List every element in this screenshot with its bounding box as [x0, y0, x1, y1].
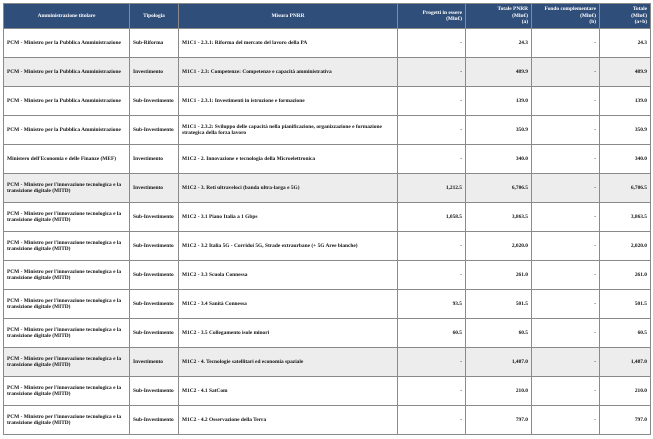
- header-label: Totale PNRR: [497, 6, 528, 13]
- cell-fondo: -: [532, 116, 600, 145]
- cell-fondo: -: [532, 87, 600, 116]
- cell-progetti: 1,058.5: [398, 203, 466, 232]
- table-row: [4, 116, 651, 145]
- table-row: [4, 203, 651, 232]
- cell-progetti: -: [398, 145, 466, 174]
- cell-totale: 1,487.0: [600, 348, 651, 377]
- cell-fondo: -: [532, 29, 600, 58]
- table-row: [4, 261, 651, 290]
- table-row: [4, 406, 651, 435]
- header-label: Fondo complementare: [544, 6, 596, 13]
- table-row: [4, 348, 651, 377]
- header-label: Progetti in essere: [422, 9, 462, 16]
- cell-fondo: -: [532, 290, 600, 319]
- cell-amministrazione: PCM - Ministro per l'innovazione tecnologica e la transizione digitale (MITD): [4, 174, 130, 203]
- cell-amministrazione: PCM - Ministro per l'innovazione tecnologica e la transizione digitale (MITD): [4, 319, 130, 348]
- cell-misura: M1C2 - 4. Tecnologie satellitari ed economia spaziale: [179, 348, 398, 377]
- header-misura: [179, 4, 398, 29]
- cell-misura: M1C2 - 4.2 Osservazione della Terra: [179, 406, 398, 435]
- cell-totale-pnrr: 210.0: [466, 377, 532, 406]
- cell-totale-pnrr: 6,706.5: [466, 174, 532, 203]
- cell-tipologia: Investimento: [130, 58, 179, 87]
- cell-progetti: -: [398, 377, 466, 406]
- cell-amministrazione: PCM - Ministro per l'innovazione tecnologica e la transizione digitale (MITD): [4, 406, 130, 435]
- cell-tipologia: Sub-Investimento: [130, 261, 179, 290]
- cell-amministrazione: PCM - Ministro per l'innovazione tecnologica e la transizione digitale (MITD): [4, 348, 130, 377]
- header-label: (a): [521, 19, 528, 26]
- cell-tipologia: Sub-Investimento: [130, 87, 179, 116]
- cell-fondo: -: [532, 232, 600, 261]
- cell-misura: M1C1 - 2.3.1: Riforma del mercato del lavoro della PA: [179, 29, 398, 58]
- cell-totale: 60.5: [600, 319, 651, 348]
- cell-progetti: -: [398, 232, 466, 261]
- header-label: Tipologia: [143, 12, 165, 19]
- cell-tipologia: Investimento: [130, 174, 179, 203]
- cell-misura: M1C2 - 3.3 Scuola Connessa: [179, 261, 398, 290]
- cell-tipologia: Sub-Investimento: [130, 377, 179, 406]
- cell-totale: 24.3: [600, 29, 651, 58]
- table-row: [4, 29, 651, 58]
- cell-tipologia: Sub-Investimento: [130, 406, 179, 435]
- cell-misura: M1C2 - 3. Reti ultraveloci (banda ultra-larga e 5G): [179, 174, 398, 203]
- header-label: (b): [589, 19, 596, 26]
- cell-amministrazione: PCM - Ministro per l'innovazione tecnologica e la transizione digitale (MITD): [4, 203, 130, 232]
- cell-fondo: -: [532, 145, 600, 174]
- cell-tipologia: Sub-Riforma: [130, 29, 179, 58]
- table-row: [4, 232, 651, 261]
- table-row: [4, 290, 651, 319]
- cell-totale-pnrr: 2,020.0: [466, 232, 532, 261]
- cell-misura: M1C2 - 3.2 Italia 5G - Corridoi 5G, Strade extraurbane (+ 5G Aree bianche): [179, 232, 398, 261]
- table-row: [4, 319, 651, 348]
- header-totale-pnrr: [466, 4, 532, 29]
- cell-fondo: -: [532, 319, 600, 348]
- cell-totale: 3,863.5: [600, 203, 651, 232]
- cell-tipologia: Investimento: [130, 145, 179, 174]
- cell-progetti: 93.5: [398, 290, 466, 319]
- cell-misura: M1C2 - 3.1 Piano Italia a 1 Gbps: [179, 203, 398, 232]
- cell-totale: 261.0: [600, 261, 651, 290]
- header-label: (a+b): [634, 19, 647, 26]
- table-row: [4, 87, 651, 116]
- cell-progetti: -: [398, 261, 466, 290]
- cell-totale-pnrr: 501.5: [466, 290, 532, 319]
- table-row: [4, 58, 651, 87]
- cell-fondo: -: [532, 203, 600, 232]
- cell-totale: 501.5: [600, 290, 651, 319]
- cell-tipologia: Sub-Investimento: [130, 232, 179, 261]
- cell-amministrazione: PCM - Ministro per la Pubblica Amministrazione: [4, 29, 130, 58]
- cell-amministrazione: Ministero dell'Economia e delle Finanze (MEF): [4, 145, 130, 174]
- cell-fondo: -: [532, 261, 600, 290]
- cell-totale: 797.0: [600, 406, 651, 435]
- cell-totale: 210.0: [600, 377, 651, 406]
- cell-totale-pnrr: 3,863.5: [466, 203, 532, 232]
- pnrr-table-container: [3, 3, 650, 435]
- cell-totale-pnrr: 797.0: [466, 406, 532, 435]
- cell-progetti: 1,212.5: [398, 174, 466, 203]
- cell-totale: 340.0: [600, 145, 651, 174]
- cell-fondo: -: [532, 348, 600, 377]
- cell-progetti: -: [398, 29, 466, 58]
- cell-totale: 2,020.0: [600, 232, 651, 261]
- cell-amministrazione: PCM - Ministro per l'innovazione tecnologica e la transizione digitale (MITD): [4, 232, 130, 261]
- table-header-row: [4, 4, 651, 29]
- header-tipologia: [130, 4, 179, 29]
- cell-totale-pnrr: 489.9: [466, 58, 532, 87]
- cell-totale-pnrr: 24.3: [466, 29, 532, 58]
- header-label: Totale: [632, 6, 647, 13]
- header-label: (Mln€): [446, 16, 462, 22]
- cell-progetti: -: [398, 116, 466, 145]
- cell-progetti: -: [398, 406, 466, 435]
- cell-tipologia: Sub-Investimento: [130, 290, 179, 319]
- header-label: (Mln€): [631, 12, 647, 19]
- cell-totale: 350.9: [600, 116, 651, 145]
- cell-tipologia: Sub-Investimento: [130, 319, 179, 348]
- pnrr-measures-table: [3, 3, 651, 435]
- cell-misura: M1C2 - 4.1 SatCom: [179, 377, 398, 406]
- cell-tipologia: Sub-Investimento: [130, 116, 179, 145]
- cell-totale-pnrr: 350.9: [466, 116, 532, 145]
- header-totale: [600, 4, 651, 29]
- table-row: [4, 174, 651, 203]
- cell-amministrazione: PCM - Ministro per la Pubblica Amministrazione: [4, 87, 130, 116]
- cell-misura: M1C2 - 2. Innovazione e tecnologia della Microelettronica: [179, 145, 398, 174]
- header-label: (Mln€): [580, 12, 596, 19]
- cell-totale: 489.9: [600, 58, 651, 87]
- cell-totale: 139.0: [600, 87, 651, 116]
- cell-misura: M1C2 - 3.5 Collegamento isole minori: [179, 319, 398, 348]
- table-body: [4, 29, 651, 435]
- header-amministrazione: [4, 4, 130, 29]
- cell-amministrazione: PCM - Ministro per l'innovazione tecnologica e la transizione digitale (MITD): [4, 377, 130, 406]
- cell-amministrazione: PCM - Ministro per l'innovazione tecnologica e la transizione digitale (MITD): [4, 261, 130, 290]
- cell-progetti: -: [398, 87, 466, 116]
- cell-amministrazione: PCM - Ministro per la Pubblica Amministrazione: [4, 58, 130, 87]
- cell-totale-pnrr: 340.0: [466, 145, 532, 174]
- cell-progetti: 60.5: [398, 319, 466, 348]
- cell-misura: M1C1 - 2.3: Competenze: Competenze e capacità amministrativa: [179, 58, 398, 87]
- cell-totale: 6,706.5: [600, 174, 651, 203]
- table-row: [4, 145, 651, 174]
- cell-totale-pnrr: 139.0: [466, 87, 532, 116]
- cell-tipologia: Investimento: [130, 348, 179, 377]
- cell-progetti: -: [398, 348, 466, 377]
- cell-misura: M1C2 - 3.4 Sanità Connessa: [179, 290, 398, 319]
- header-label: Misura PNRR: [271, 12, 305, 19]
- cell-fondo: -: [532, 406, 600, 435]
- cell-totale-pnrr: 261.0: [466, 261, 532, 290]
- cell-fondo: -: [532, 58, 600, 87]
- cell-misura: M1C1 - 2.3.1: Investimenti in istruzione e formazione: [179, 87, 398, 116]
- cell-amministrazione: PCM - Ministro per la Pubblica Amministrazione: [4, 116, 130, 145]
- cell-misura: M1C1 - 2.3.2: Sviluppo delle capacità nella pianificazione, organizzazione e formazione strategica della forza lavoro: [179, 116, 398, 145]
- cell-tipologia: Sub-Investimento: [130, 203, 179, 232]
- header-fondo: [532, 4, 600, 29]
- header-progetti: [398, 4, 466, 29]
- cell-totale-pnrr: 60.5: [466, 319, 532, 348]
- cell-amministrazione: PCM - Ministro per l'innovazione tecnologica e la transizione digitale (MITD): [4, 290, 130, 319]
- cell-progetti: -: [398, 58, 466, 87]
- header-label: Amministrazione titolare: [37, 12, 96, 19]
- header-label: (Mln€): [512, 12, 528, 19]
- cell-totale-pnrr: 1,487.0: [466, 348, 532, 377]
- table-row: [4, 377, 651, 406]
- cell-fondo: -: [532, 377, 600, 406]
- cell-fondo: -: [532, 174, 600, 203]
